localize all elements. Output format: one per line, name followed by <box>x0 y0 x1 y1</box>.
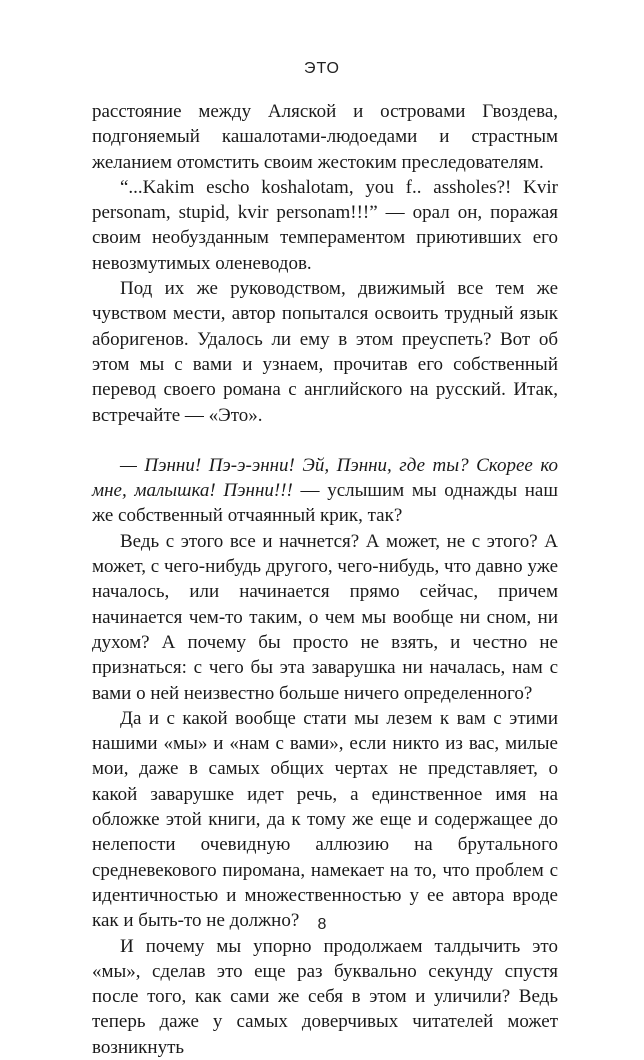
paragraph-2: “...Kakim escho koshalotam, you f.. assholes?! Kvir personam, stupid, kvir personam!!!” — орал он, поражая своим необузданным темпераментом приютивших его невозмутимых оленеводов. <box>92 176 558 274</box>
paragraph-3: Под их же руководством, движимый все тем же чувством мести, автор попытался освоить трудный язык аборигенов. Удалось ли ему в этом преуспеть? Вот об этом мы с вами и узнаем, прочитав его собственный перевод своего романа с английского на русский. Итак, встречайте — «Это». <box>92 278 558 426</box>
paragraph-4-rest: — услышим мы однажды наш же собственный отчаянный крик, так? <box>92 480 558 527</box>
page-number: 8 <box>317 916 327 933</box>
paragraph-5: Ведь с этого все и начнется? А может, не с этого? А может, с чего-нибудь другого, чего-нибудь, что давно уже началось, или начинается прямо сейчас, причем начинается чем-то таким, о чем мы вообще ни сном, ни духом? А почему бы просто не взять, и честно не признаться: с чего бы эта заварушка ни началась, нам с вами о ней неизвестно больше ничего определенного? <box>92 530 558 704</box>
paragraph-7: И почему мы упорно продолжаем талдычить это «мы», сделав это еще раз буквально секунду спустя после того, как сами же себя в этом и уличили? Ведь теперь даже у самых доверчивых читателей может возникнуть <box>92 935 558 1058</box>
running-title: ЭТО <box>304 60 340 77</box>
paragraph-4 <box>92 453 558 529</box>
paragraph-1: расстояние между Аляской и островами Гвоздева, подгоняемый кашалотами-людоедами и страстным желанием отомстить своим жестоким преследователям. <box>92 101 558 173</box>
paragraph-6: Да и с какой вообще стати мы лезем к вам с этими нашими «мы» и «нам с вами», если никто из вас, милые мои, даже в самых общих чертах не представляет, о какой заварушке идет речь, а единственное имя на обложке этой книги, да к тому же еще и содержащее до нелепости очевидную аллюзию на брутального средневекового пиромана, намекает на то, что проблем с идентичностью и множественностью у ее автора вроде как и быть-то не должно? <box>92 707 558 932</box>
paragraph-4-dialogue: — Пэнни! Пэ-э-энни! Эй, Пэнни, где ты? Скорее ко мне, малышка! Пэнни!!! <box>92 454 558 502</box>
